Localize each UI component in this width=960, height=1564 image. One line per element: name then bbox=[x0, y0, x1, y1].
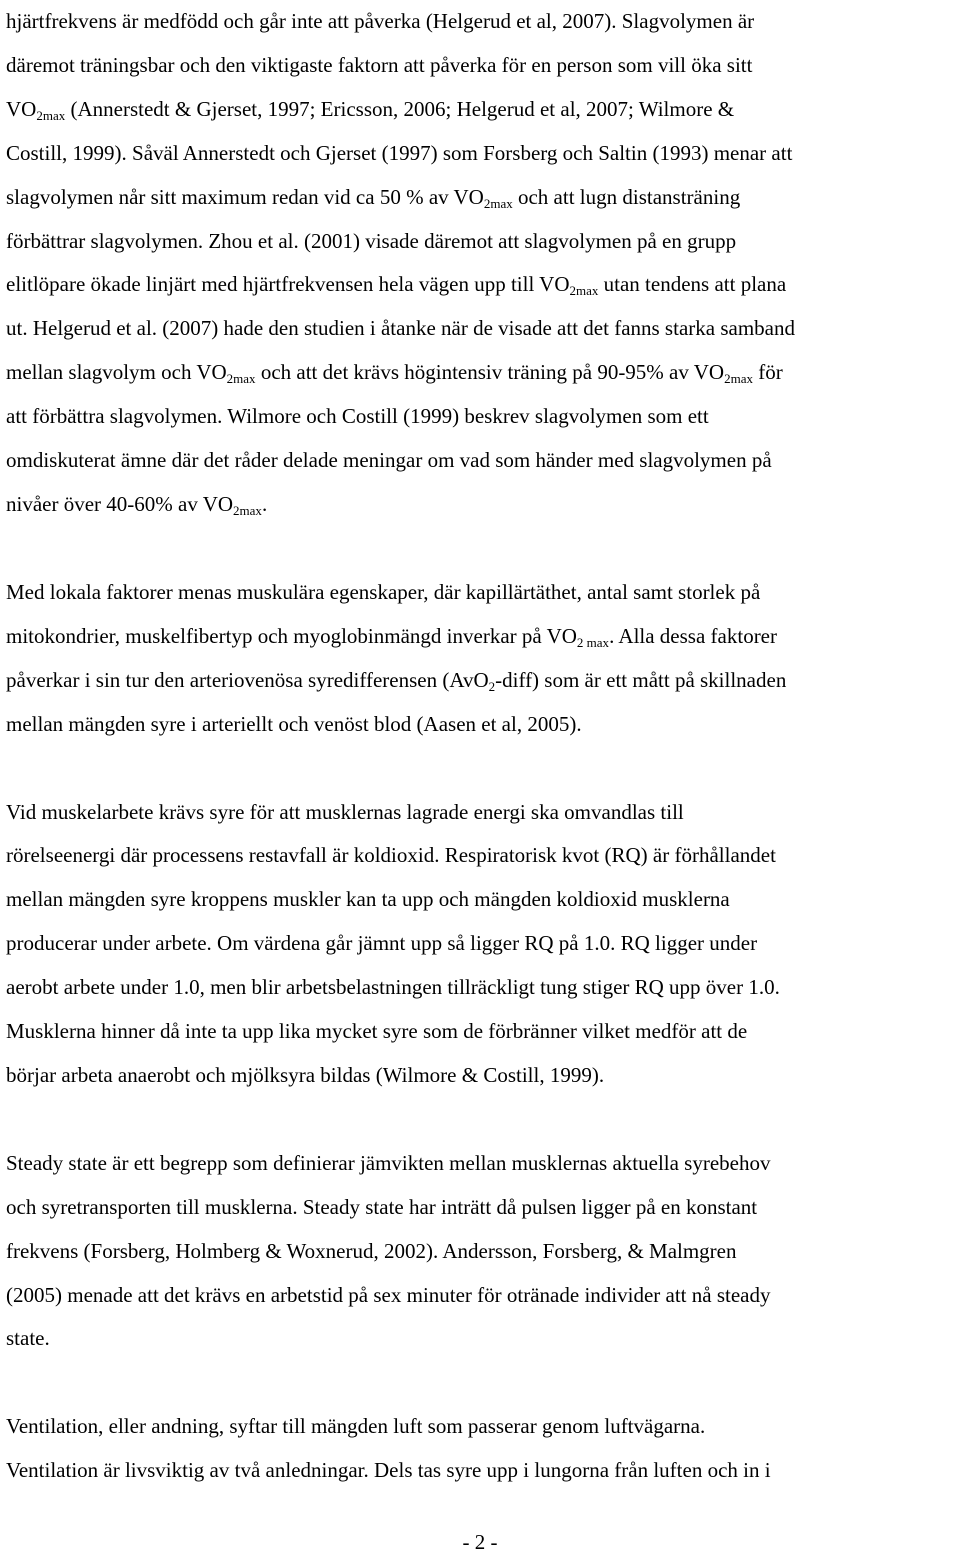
text-run: och att lugn distansträning bbox=[512, 184, 741, 209]
text-run: börjar arbeta anaerobt och mjölksyra bildas (Wilmore & Costill, 1999). bbox=[6, 1062, 605, 1087]
text-run: state. bbox=[6, 1326, 50, 1351]
text-line bbox=[6, 878, 956, 922]
subscript: 2max bbox=[724, 371, 753, 387]
text-line bbox=[6, 439, 956, 483]
text-line bbox=[6, 1405, 956, 1449]
text-line bbox=[6, 1230, 956, 1274]
text-line bbox=[6, 615, 956, 659]
text-line bbox=[6, 571, 956, 615]
text-run: och att det krävs högintensiv träning på 90-95% av VO bbox=[255, 360, 725, 385]
text-line bbox=[6, 966, 956, 1010]
text-run: Steady state är ett begrepp som definierar jämvikten mellan musklernas aktuella syrebehov bbox=[6, 1150, 771, 1175]
text-run: -diff) som är ett mått på skillnaden bbox=[495, 667, 787, 692]
paragraph-gap bbox=[6, 1361, 956, 1405]
text-run: . bbox=[261, 491, 268, 516]
text-line bbox=[6, 834, 956, 878]
text-line bbox=[6, 351, 956, 395]
text-line bbox=[6, 1010, 956, 1054]
text-line bbox=[6, 88, 956, 132]
paragraph bbox=[6, 571, 956, 747]
page-number: - 2 - bbox=[462, 1530, 498, 1554]
subscript: 2max bbox=[569, 283, 599, 299]
paragraph bbox=[6, 1405, 956, 1493]
text-run: omdiskuterat ämne där det råder delade meningar om vad som händer med slagvolymen på bbox=[6, 448, 772, 473]
text-line bbox=[6, 263, 956, 307]
text-run: . Alla dessa faktorer bbox=[609, 623, 778, 648]
text-line bbox=[6, 132, 956, 176]
text-line bbox=[6, 791, 956, 835]
text-line bbox=[6, 1317, 956, 1361]
paragraph-gap bbox=[6, 1098, 956, 1142]
text-run: Costill, 1999). Såväl Annerstedt och Gjerset (1997) som Forsberg och Saltin (1993) menar att bbox=[6, 140, 793, 165]
text-line bbox=[6, 44, 956, 88]
paragraph bbox=[6, 1142, 956, 1362]
text-run: producerar under arbete. Om värdena går jämnt upp så ligger RQ på 1.0. RQ ligger under bbox=[6, 931, 758, 956]
subscript: 2max bbox=[233, 502, 262, 518]
text-run: och syretransporten till musklerna. Steady state har inträtt då pulsen ligger på en konstant bbox=[6, 1194, 758, 1219]
text-run: förbättrar slagvolymen. Zhou et al. (2001) visade däremot att slagvolymen på en grupp bbox=[6, 228, 737, 253]
text-run: mellan mängden syre kroppens muskler kan ta upp och mängden koldioxid musklerna bbox=[6, 887, 730, 912]
text-line bbox=[6, 1274, 956, 1318]
text-run: VO bbox=[6, 96, 37, 121]
text-line bbox=[6, 703, 956, 747]
subscript: 2 bbox=[488, 678, 496, 694]
text-line bbox=[6, 220, 956, 264]
text-run: mitokondrier, muskelfibertyp och myoglobinmängd inverkar på VO bbox=[6, 623, 577, 648]
text-run: påverkar i sin tur den arteriovenösa syredifferensen (AvO bbox=[6, 667, 489, 692]
text-run: mellan mängden syre i arteriellt och venöst blod (Aasen et al, 2005). bbox=[6, 711, 582, 736]
text-line bbox=[6, 922, 956, 966]
text-line bbox=[6, 1186, 956, 1230]
text-run: frekvens (Forsberg, Holmberg & Woxnerud, 2002). Andersson, Forsberg, & Malmgren bbox=[6, 1238, 737, 1263]
text-line bbox=[6, 1449, 956, 1493]
text-run: nivåer över 40-60% av VO bbox=[6, 491, 234, 516]
text-run: slagvolymen når sitt maximum redan vid ca 50 % av VO bbox=[6, 184, 484, 209]
text-run: Vid muskelarbete krävs syre för att musklernas lagrade energi ska omvandlas till bbox=[6, 799, 684, 824]
text-line bbox=[6, 307, 956, 351]
text-line bbox=[6, 176, 956, 220]
text-run: Ventilation är livsviktig av två anledningar. Dels tas syre upp i lungorna från luften och in i bbox=[6, 1458, 771, 1483]
subscript: 2max bbox=[483, 195, 513, 211]
text-line bbox=[6, 1142, 956, 1186]
text-run: (2005) menade att det krävs en arbetstid på sex minuter för otränade individer att nå steady bbox=[6, 1282, 771, 1307]
text-run: rörelseenergi där processens restavfall är koldioxid. Respiratorisk kvot (RQ) är förhållandet bbox=[6, 843, 776, 868]
text-line bbox=[6, 483, 956, 527]
text-run: Musklerna hinner då inte ta upp lika mycket syre som de förbränner vilket medför att de bbox=[6, 1019, 748, 1044]
paragraph bbox=[6, 791, 956, 1098]
text-line bbox=[6, 1054, 956, 1098]
subscript: 2 max bbox=[576, 634, 610, 650]
text-run: ut. Helgerud et al. (2007) hade den studien i åtanke när de visade att det fanns starka samband bbox=[6, 316, 795, 341]
body-text bbox=[6, 0, 956, 1493]
text-run: att förbättra slagvolymen. Wilmore och Costill (1999) beskrev slagvolymen som ett bbox=[6, 404, 709, 429]
text-run: elitlöpare ökade linjärt med hjärtfrekvensen hela vägen upp till VO bbox=[6, 272, 570, 297]
text-run: hjärtfrekvens är medfödd och går inte att påverka (Helgerud et al, 2007). Slagvolymen är bbox=[6, 9, 755, 33]
text-line bbox=[6, 395, 956, 439]
text-run: Ventilation, eller andning, syftar till mängden luft som passerar genom luftvägarna. bbox=[6, 1414, 706, 1439]
paragraph-gap bbox=[6, 747, 956, 791]
text-line bbox=[6, 659, 956, 703]
text-run: däremot träningsbar och den viktigaste faktorn att påverka för en person som vill öka sitt bbox=[6, 52, 753, 77]
text-run: (Annerstedt & Gjerset, 1997; Ericsson, 2006; Helgerud et al, 2007; Wilmore & bbox=[65, 96, 735, 121]
subscript: 2max bbox=[36, 107, 66, 123]
paragraph bbox=[6, 0, 956, 527]
text-line bbox=[6, 0, 956, 44]
text-run: aerobt arbete under 1.0, men blir arbetsbelastningen tillräckligt tung stiger RQ upp över 1.0. bbox=[6, 975, 780, 1000]
text-run: mellan slagvolym och VO bbox=[6, 360, 227, 385]
text-run: för bbox=[752, 360, 783, 385]
text-run: Med lokala faktorer menas muskulära egenskaper, där kapillärtäthet, antal samt storlek på bbox=[6, 579, 761, 604]
paragraph-gap bbox=[6, 527, 956, 571]
subscript: 2max bbox=[226, 371, 256, 387]
text-run: utan tendens att plana bbox=[598, 272, 787, 297]
